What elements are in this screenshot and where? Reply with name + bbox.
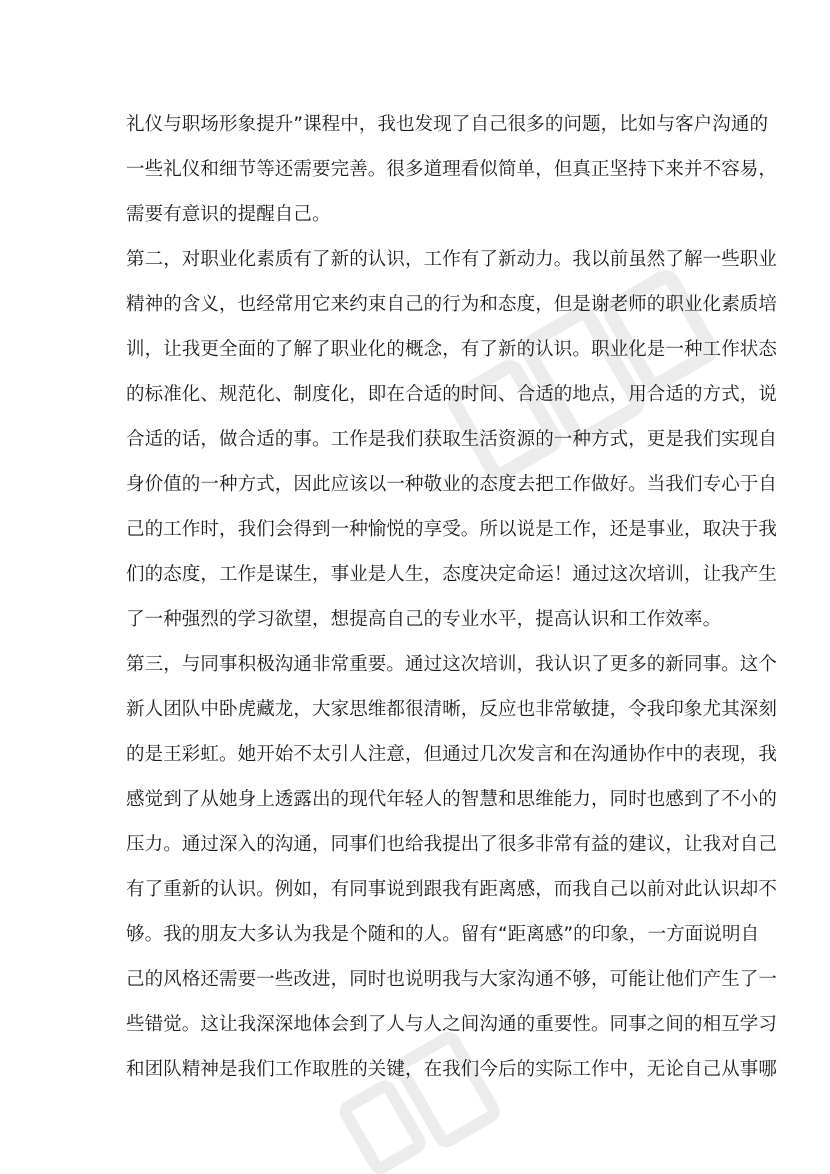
- text-line: 们的态度，工作是谋生，事业是人生，态度决定命运！通过这次培训，让我产生: [126, 564, 778, 585]
- text-line: 合适的话，做合适的事。工作是我们获取生活资源的一种方式，更是我们实现自: [126, 429, 778, 450]
- text-line: 新人团队中卧虎藏龙，大家思维都很清晰，反应也非常敏捷，令我印象尤其深刻: [126, 699, 778, 720]
- text-line: 礼仪与职场形象提升”课程中，我也发现了自己很多的问题，比如与客户沟通的: [126, 114, 769, 135]
- text-line: 感觉到了从她身上透露出的现代年轻人的智慧和思维能力，同时也感到了不小的: [126, 789, 778, 810]
- text-line: 己的风格还需要一些改进，同时也说明我与大家沟通不够，可能让他们产生了一: [126, 969, 778, 990]
- text-line: 训，让我更全面的了解了职业化的概念，有了新的认识。职业化是一种工作状态: [126, 339, 778, 360]
- text-line: 需要有意识的提醒自己。: [126, 204, 331, 225]
- text-line: 一些礼仪和细节等还需要完善。很多道理看似简单，但真正坚持下来并不容易，: [126, 159, 778, 180]
- text-line: 压力。通过深入的沟通，同事们也给我提出了很多非常有益的建议，让我对自己: [126, 834, 778, 855]
- text-line: 精神的含义，也经常用它来约束自己的行为和态度，但是谢老师的职业化素质培: [126, 294, 778, 315]
- text-line: 和团队精神是我们工作取胜的关键，在我们今后的实际工作中，无论自己从事哪: [126, 1059, 778, 1080]
- text-line: 第三，与同事积极沟通非常重要。通过这次培训，我认识了更多的新同事。这个: [126, 654, 778, 675]
- text-line: 身价值的一种方式，因此应该以一种敬业的态度去把工作做好。当我们专心于自: [126, 474, 778, 495]
- text-line: 有了重新的认识。例如，有同事说到跟我有距离感，而我自己以前对此认识却不: [126, 879, 778, 900]
- text-line: 了一种强烈的学习欲望，想提高自己的专业水平，提高认识和工作效率。: [126, 609, 722, 630]
- text-line: 够。我的朋友大多认为我是个随和的人。留有“距离感”的印象，一方面说明自: [126, 924, 760, 945]
- text-line: 第二，对职业化素质有了新的认识，工作有了新动力。我以前虽然了解一些职业: [126, 249, 778, 270]
- text-line: 的标准化、规范化、制度化，即在合适的时间、合适的地点，用合适的方式，说: [126, 384, 778, 405]
- watermark-bottom-icon: [330, 1030, 510, 1174]
- text-line: 己的工作时，我们会得到一种愉悦的享受。所以说是工作，还是事业，取决于我: [126, 519, 778, 540]
- text-line: 些错觉。这让我深深地体会到了人与人之间沟通的重要性。同事之间的相互学习: [126, 1014, 778, 1035]
- text-line: 的是王彩虹。她开始不太引人注意，但通过几次发言和在沟通协作中的表现，我: [126, 744, 778, 765]
